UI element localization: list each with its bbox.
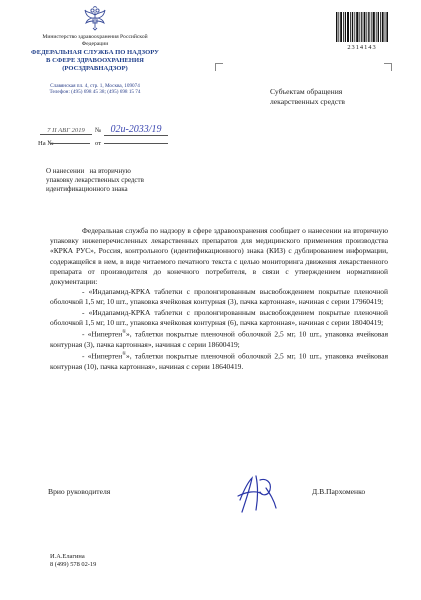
letter-body xyxy=(50,226,388,372)
body-item-4 xyxy=(50,350,388,372)
item-4-rest: », таблетки покрытые пленочной оболочкой 2,5 мг, 10 шт., упаковка ячейковая контурная (10), пачка картонная», начиная с серии 18640419. xyxy=(50,351,388,371)
body-item-3 xyxy=(50,328,388,350)
signature-icon xyxy=(232,470,284,516)
letter-subject xyxy=(46,167,186,194)
subject-line-2: упаковку лекарственных средств xyxy=(46,176,144,184)
addressee xyxy=(270,87,400,107)
agency-address xyxy=(30,83,160,95)
number-label: № xyxy=(95,127,102,134)
signer-role: Врио руководителя xyxy=(48,487,111,496)
registration-date: 7 II АВГ 2019 xyxy=(40,127,92,135)
registration-number: 02и-2033/19 xyxy=(104,124,168,136)
emblem-icon xyxy=(82,6,108,32)
agency-line-2: В СФЕРЕ ЗДРАВООХРАНЕНИЯ xyxy=(46,57,144,64)
subject-line-3: идентификационного знака xyxy=(46,185,128,193)
agency-line-1: ФЕДЕРАЛЬНАЯ СЛУЖБА ПО НАДЗОРУ xyxy=(31,49,159,56)
barcode-number: 2314143 xyxy=(347,44,377,51)
addressee-line-2: лекарственных средств xyxy=(270,97,346,106)
subject-line-1: О нанесении на вторичную xyxy=(46,167,131,175)
agency-name xyxy=(22,49,168,73)
executor-name: И.А.Елагина xyxy=(50,553,85,560)
signer-name: Д.В.Пархоменко xyxy=(312,487,366,496)
item-3-rest: », таблетки покрытые пленочной оболочкой 2,5 мг, 10 шт., упаковка ячейковая контурная (3), пачка картонная», начиная с серии 18600419; xyxy=(50,329,388,349)
item-3-prefix: - «Нипертен xyxy=(82,329,123,339)
address-line-1: Славянская пл. 4, стр. 1, Москва, 109074 xyxy=(50,83,140,89)
reference-date-label: от xyxy=(95,140,102,147)
agency-line-3: (РОСЗДРАВНАДЗОР) xyxy=(62,65,128,72)
executor-info xyxy=(50,553,96,570)
body-intro: Федеральная служба по надзору в сфере здравоохранения сообщает о нанесении на вторичную упаковку нижеперечисленных лекарственных препаратов для медицинского применения производства «КРКА РУС», Россия, контрольного (идентификационного) знака (КИЗ) с дублированием информации, содержащейся в нем, в виде читаемого печатного текста с целью мониторинга движения лекарственного препарата от производителя до конечного потребителя, в связи с утверждением нормативной документации: xyxy=(50,226,388,287)
address-line-2: Телефон: (495) 698 45 38; (495) 698 15 74 xyxy=(49,89,141,96)
addressee-line-1: Субъектам обращения xyxy=(270,87,343,96)
reference-number-field xyxy=(50,143,90,144)
corner-mark-top-left xyxy=(215,63,223,71)
corner-mark-top-right xyxy=(384,63,392,71)
registered-mark: ® xyxy=(122,330,127,336)
reference-date-field xyxy=(104,143,168,144)
body-item-2: - «Индапамид-КРКА таблетки с пролонгированным высвобождением покрытые пленочной оболочкой 1,5 мг, 10 шт., упаковка ячейковая контурная (6), пачка картонная», начиная с серии 18040419; xyxy=(50,307,388,327)
registered-mark: ® xyxy=(122,351,127,357)
item-4-prefix: - «Нипертен xyxy=(82,351,123,361)
reference-number-label: На № xyxy=(38,140,54,147)
barcode-icon xyxy=(336,12,388,42)
body-item-1: - «Индапамид-КРКА таблетки с пролонгированным высвобождением покрытые пленочной оболочкой 1,5 мг, 10 шт., упаковка ячейковая контурная (3), пачка картонная», начиная с серии 17960419; xyxy=(50,287,388,307)
executor-phone: 8 (499) 578 02-19 xyxy=(50,561,97,569)
ministry-name: Министерство здравоохранения Российской Федерации xyxy=(42,34,148,47)
